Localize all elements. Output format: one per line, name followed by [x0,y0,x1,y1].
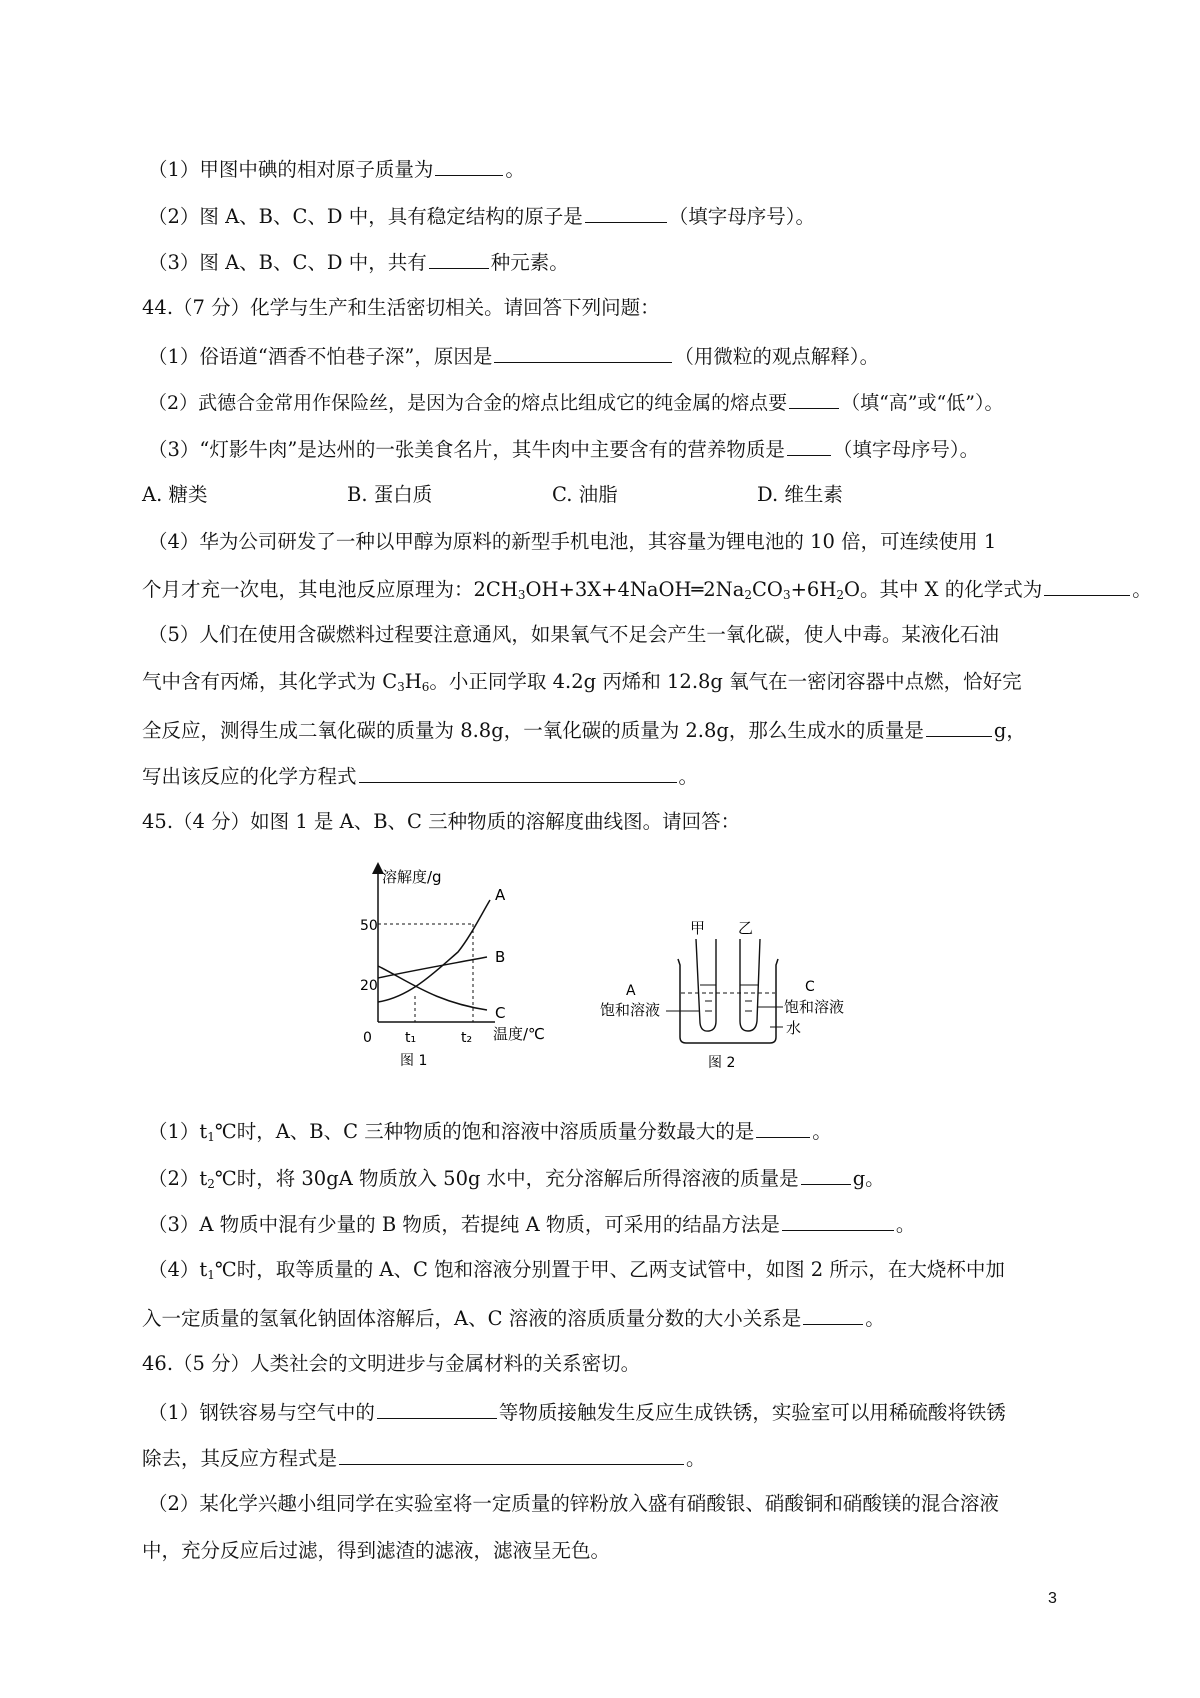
page-number: 3 [1048,1590,1057,1607]
answer-blank [801,1162,851,1185]
answer-blank [787,433,831,456]
q44-sub4-line1: （4）华为公司研发了一种以甲醇为原料的新型手机电池，其容量为锂电池的 10 倍，可连续使用 1 [148,530,997,553]
option-c: C. 油脂 [552,483,618,506]
q45-heading: 45.（4 分）如图 1 是 A、B、C 三种物质的溶解度曲线图。请回答： [142,810,741,833]
q44-sub5-line2: 气中含有丙烯，其化学式为 $C_3H_6$。小正同学取 4.2g 丙烯和 12.8g 氧气在一密闭容器中点燃，恰好完 [142,670,1022,694]
answer-blank [359,760,677,783]
answer-blank [789,386,839,409]
q43-sub1: （1）甲图中碘的相对原子质量为 。 [148,153,525,185]
q46-sub1-line1: （1）钢铁容易与空气中的 等物质接触发生反应生成铁锈，实验室可以用稀硫酸将铁锈 [148,1396,1006,1428]
label-c: C [805,979,815,995]
q45-sub2: $(2)t_2℃$时，将 30gA 物质放入 50g 水中，充分溶解后所得溶液的质量是 g。 [148,1162,885,1199]
tube-label-yi: 乙 [738,919,754,937]
q44-options [142,480,962,510]
y-tick-20: 20 [360,978,378,994]
curve-label-c: C [495,1004,506,1022]
water-label: 水 [786,1019,802,1037]
x-tick-t1: t₁ [405,1030,417,1046]
q44-sub4-line2: 个月才充一次电，其电池反应原理为：$2CH_3OH+3X+4NaOH═2Na_2CO_3+6H_2O$。其中 X 的化学式为 。 [142,573,1152,610]
figure-2-caption: 图 2 [708,1055,736,1071]
q44-heading: 44.（7 分）化学与生产和生活密切相关。请回答下列问题： [142,296,660,319]
q46-heading: 46.（5 分）人类社会的文明进步与金属材料的关系密切。 [142,1352,641,1375]
answer-blank [782,1208,894,1231]
answer-blank [339,1442,684,1465]
answer-blank [429,246,489,269]
option-a: A. 糖类 [142,483,208,506]
q45-sub4-line2: 入一定质量的氢氧化钠固体溶解后，A、C 溶液的溶质质量分数的大小关系是 。 [142,1302,885,1334]
q43-sub3: （3）图 A、B、C、D 中，共有 种元素。 [148,246,569,278]
option-d: D. 维生素 [757,483,843,506]
tube-label-jia: 甲 [690,919,706,937]
q43-sub2: （2）图 A、B、C、D 中，具有稳定结构的原子是 （填字母序号）。 [148,200,815,232]
x-tick-t2: t₂ [461,1030,473,1046]
answer-blank [435,153,503,176]
curve-label-a: A [495,886,506,904]
figure-1-solubility-graph [355,862,585,1077]
answer-blank [585,200,667,223]
label-a: A [626,983,636,999]
q45-sub1: $(1)t_1℃$时，A、B、C 三种物质的饱和溶液中溶质质量分数最大的是 。 [148,1115,832,1152]
option-b: B. 蛋白质 [347,483,433,506]
q44-sub5-line1: （5）人们在使用含碳燃料过程要注意通风，如果氧气不足会产生一氧化碳，使人中毒。某液化石油 [148,623,999,646]
x-axis-label: 温度/℃ [493,1025,545,1043]
q44-sub5-line4: 写出该反应的化学方程式 。 [142,760,698,792]
answer-blank [803,1302,863,1325]
left-saturated-solution-label: 饱和溶液 [600,1001,661,1019]
q45-sub3: （3）A 物质中混有少量的 B 物质，若提纯 A 物质，可采用的结晶方法是 。 [148,1208,915,1240]
q44-sub2: （2）武德合金常用作保险丝，是因为合金的熔点比组成它的纯金属的熔点要 （填“高”或“低”）。 [148,386,1003,418]
y-tick-50: 50 [360,918,378,934]
q44-sub5-line3: 全反应，测得生成二氧化碳的质量为 8.8g，一氧化碳的质量为 2.8g，那么生成水的质量是 g， [142,714,1026,746]
right-saturated-solution-label: 饱和溶液 [784,998,845,1016]
y-axis-label: 溶解度/g [382,868,442,886]
beaker [678,959,778,1043]
q45-sub4-line1: $(4)t_1℃$时，取等质量的 A、C 饱和溶液分别置于甲、乙两支试管中，如图 2 所示，在大烧杯中加 [148,1258,1005,1282]
answer-blank [377,1396,497,1419]
answer-blank [494,340,672,363]
q44-sub3: （3）“灯影牛肉”是达州的一张美食名片，其牛肉中主要含有的营养物质是 （填字母序号）。 [148,433,979,465]
figure-1-caption: 图 1 [400,1053,428,1069]
curve-c [378,966,487,1010]
q46-sub2-line2: 中，充分反应后过滤，得到滤渣的滤液，滤液呈无色。 [142,1539,611,1562]
figure-2-beaker [600,915,865,1075]
origin-label: 0 [363,1030,372,1046]
answer-blank [1044,573,1130,596]
curve-label-b: B [495,948,506,966]
answer-blank [926,714,992,737]
answer-blank [756,1115,810,1138]
q46-sub1-line2: 除去，其反应方程式是 。 [142,1442,706,1474]
q46-sub2-line1: （2）某化学兴趣小组同学在实验室将一定质量的锌粉放入盛有硝酸银、硝酸铜和硝酸镁的混合溶液 [148,1492,999,1515]
q44-sub1: （1）俗语道“酒香不怕巷子深”，原因是 （用微粒的观点解释）。 [148,340,879,372]
